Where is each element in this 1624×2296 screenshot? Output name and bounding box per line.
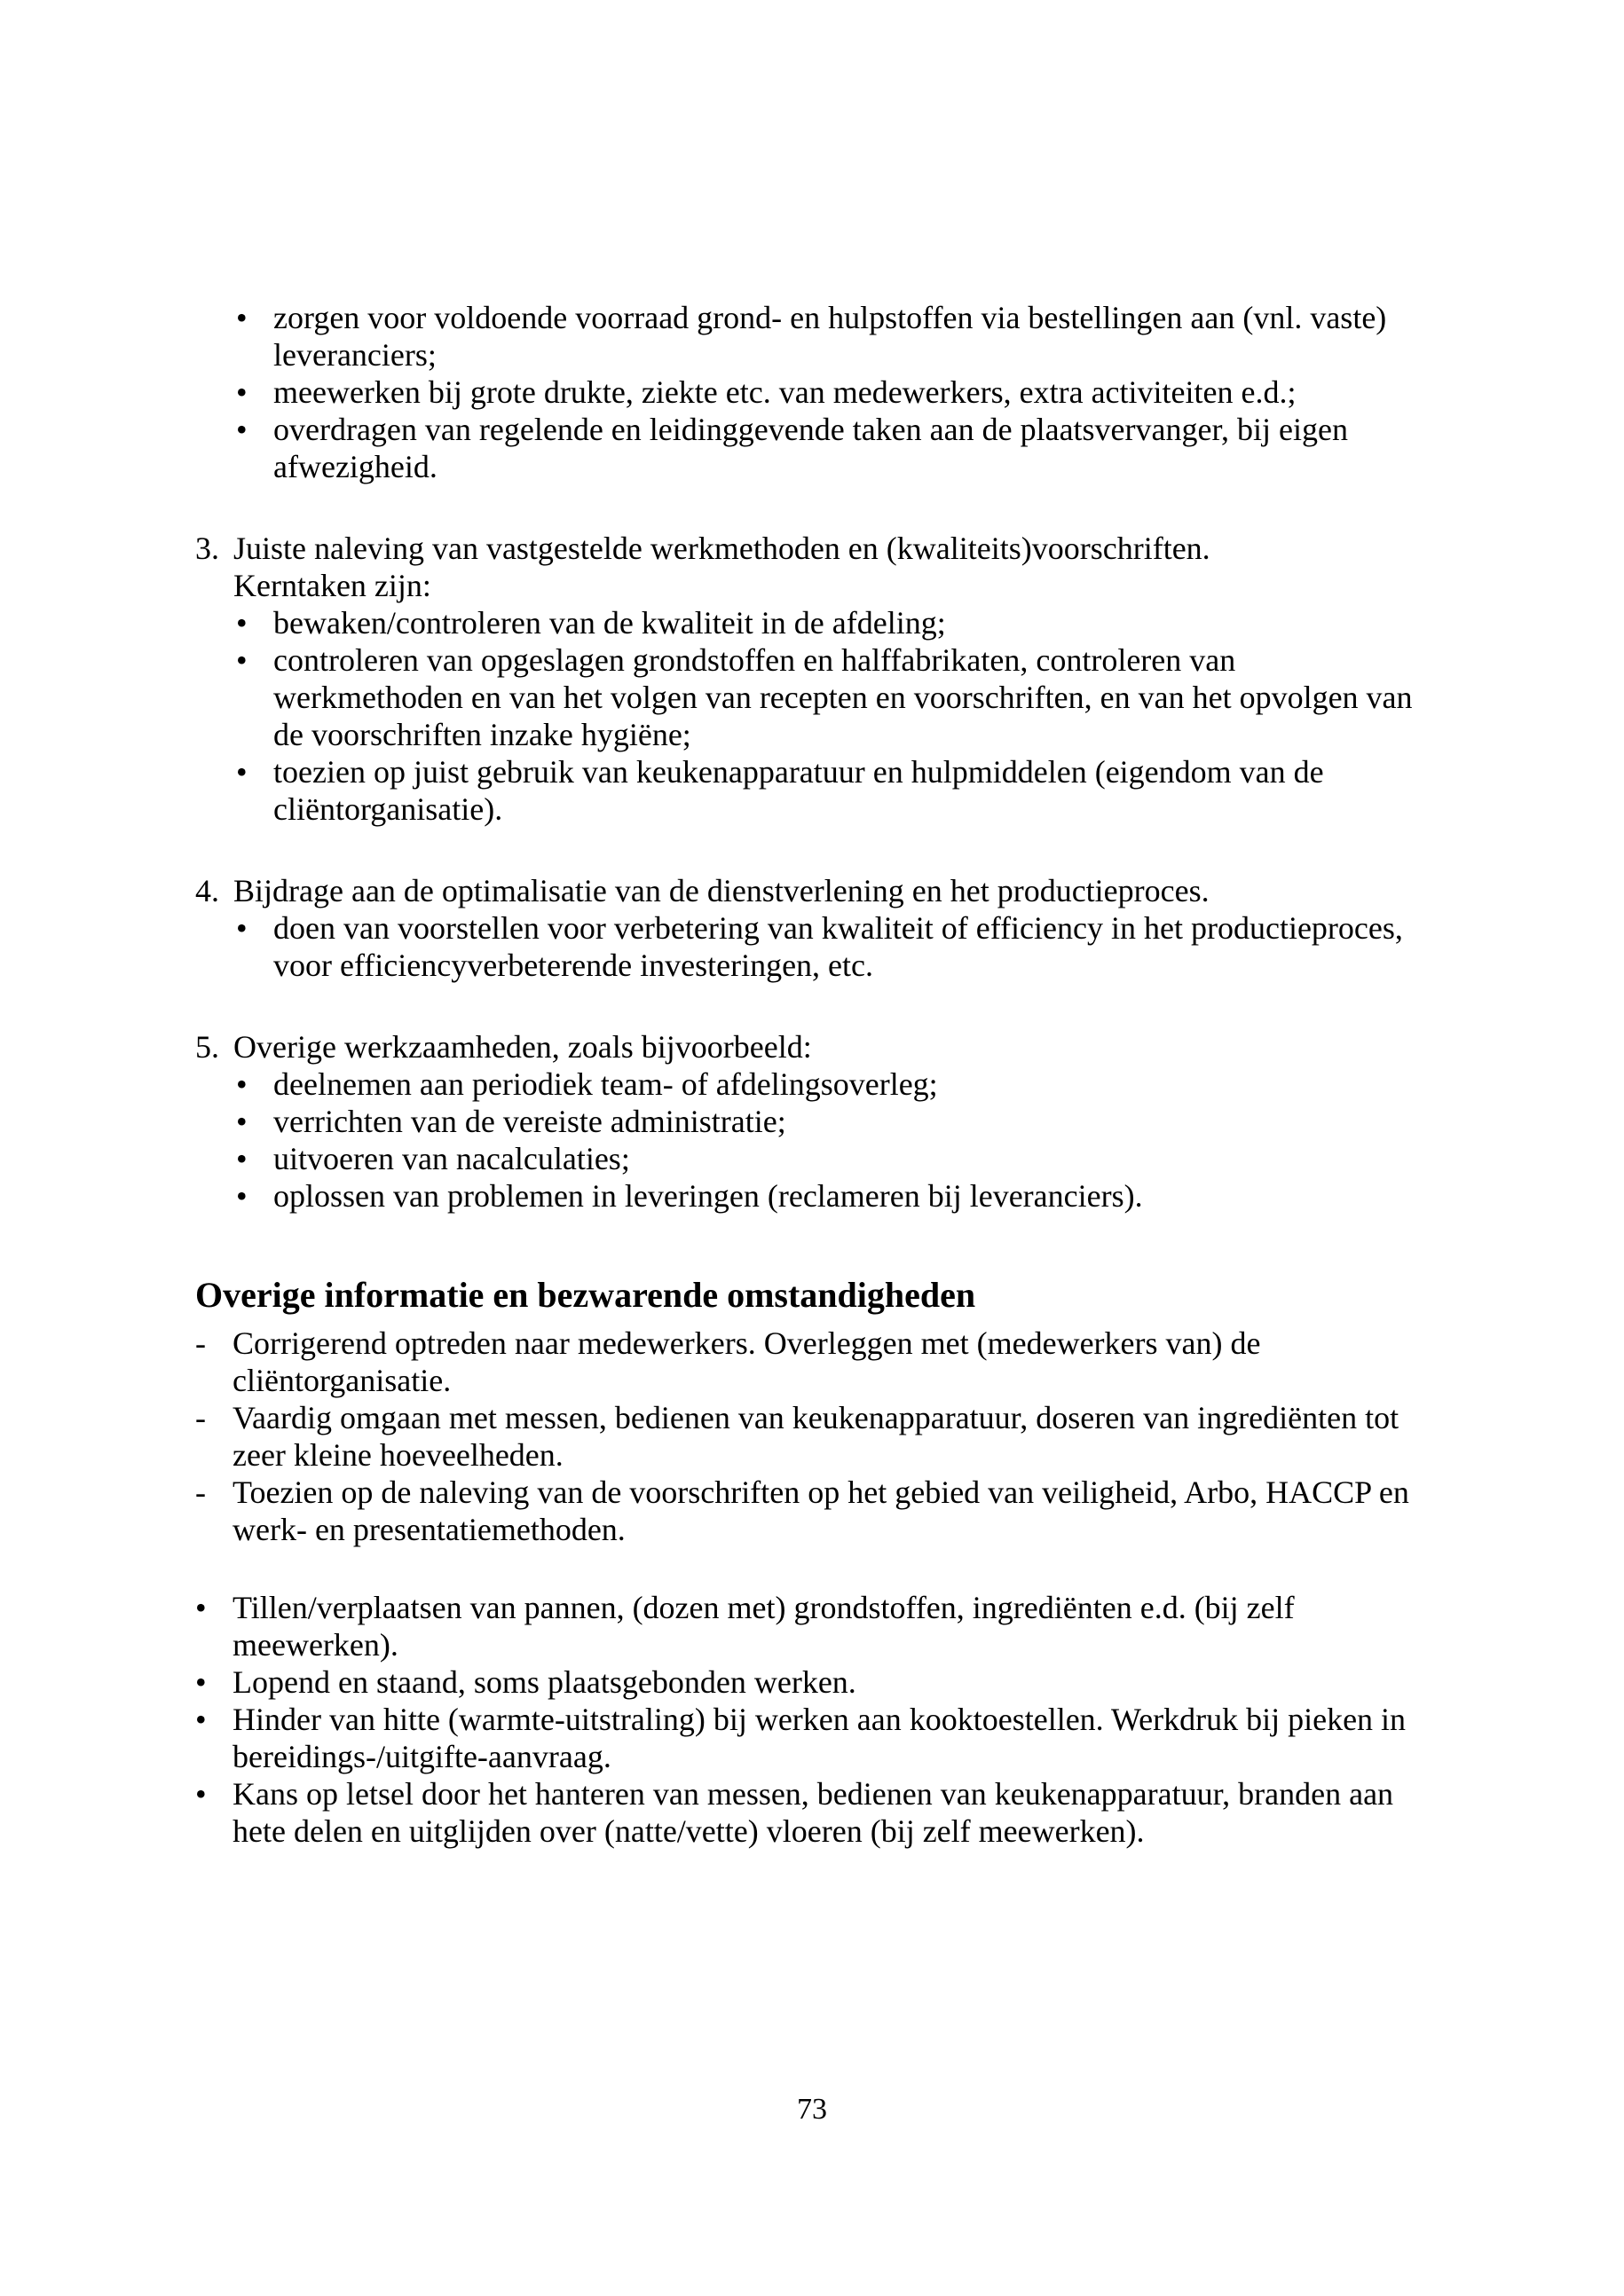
list-item-text: verrichten van de vereiste administratie; [273, 1104, 786, 1139]
bullet-marker: • [236, 1141, 248, 1176]
numbered-item-title-line [195, 1028, 1431, 1065]
list-item-text: controleren van opgeslagen grondstoffen en halffabrikaten, controleren van werkmethoden en van het volgen van recepten en voorschriften, en van het opvolgen van de voorschriften inzake hygiëne; [273, 642, 1413, 752]
bullet-marker: • [236, 754, 248, 790]
item-subtitle: Kerntaken zijn: [233, 568, 431, 603]
list-item [195, 1103, 1431, 1140]
bullet-marker: • [236, 1104, 248, 1139]
dash-list [195, 1325, 1431, 1548]
spacer [195, 828, 1431, 872]
bullet-marker: • [236, 300, 248, 335]
list-item [195, 1140, 1431, 1177]
list-item-text: overdragen van regelende en leidinggevende taken aan de plaatsvervanger, bij eigen afwezigheid. [273, 412, 1348, 484]
list-item-text: doen van voorstellen voor verbetering van kwaliteit of efficiency in het productieproces, voor efficiencyverbeterende investeringen, etc. [273, 910, 1403, 983]
list-item-text: zorgen voor voldoende voorraad grond- en hulpstoffen via bestellingen aan (vnl. vaste) leveranciers; [273, 300, 1387, 373]
list-item-text: bewaken/controleren van de kwaliteit in de afdeling; [273, 605, 946, 641]
bottom-bullet-list [195, 1589, 1431, 1850]
list-item-text: oplossen van problemen in leveringen (reclameren bij leveranciers). [273, 1178, 1143, 1214]
numbered-item-5 [195, 1028, 1431, 1215]
list-item [195, 753, 1431, 828]
item-bullet-list [195, 604, 1431, 828]
list-item [195, 373, 1431, 411]
item-bullet-list [195, 1065, 1431, 1215]
page-number: 73 [797, 2093, 827, 2126]
list-item [195, 1663, 1431, 1701]
item-number: 4. [195, 873, 219, 908]
list-item-text: meewerken bij grote drukte, ziekte etc. van medewerkers, extra activiteiten e.d.; [273, 374, 1297, 410]
list-item [195, 299, 1431, 373]
list-item-text: toezien op juist gebruik van keukenapparatuur en hulpmiddelen (eigendom van de cliëntorganisatie). [273, 754, 1324, 827]
list-item-text: Lopend en staand, soms plaatsgebonden werken. [233, 1664, 856, 1700]
numbered-item-4 [195, 872, 1431, 984]
document-content [195, 299, 1431, 1850]
bullet-marker: • [236, 412, 248, 447]
bullet-marker: • [195, 1590, 207, 1625]
list-item [195, 1589, 1431, 1663]
intro-bullet-list [195, 299, 1431, 485]
list-item [195, 1065, 1431, 1103]
spacer [195, 1548, 1431, 1589]
list-item-text: Kans op letsel door het hanteren van messen, bedienen van keukenapparatuur, branden aan hete delen en uitglijden over (natte/vette) vloeren (bij zelf meewerken). [233, 1776, 1394, 1849]
dash-marker: - [195, 1474, 206, 1510]
list-item [195, 1177, 1431, 1215]
bullet-marker: • [195, 1702, 207, 1737]
list-item-text: Corrigerend optreden naar medewerkers. Overleggen met (medewerkers van) de cliëntorganisatie. [233, 1325, 1261, 1398]
item-title: Juiste naleving van vastgestelde werkmethoden en (kwaliteits)voorschriften. [233, 531, 1210, 566]
bullet-marker: • [236, 1066, 248, 1102]
bullet-marker: • [236, 910, 248, 946]
list-item-text: deelnemen aan periodiek team- of afdelingsoverleg; [273, 1066, 938, 1102]
item-number: 5. [195, 1029, 219, 1065]
list-item-text: Toezien op de naleving van de voorschriften op het gebied van veiligheid, Arbo, HACCP en werk- en presentatiemethoden. [233, 1474, 1409, 1547]
bullet-marker: • [236, 374, 248, 410]
list-item [195, 1701, 1431, 1775]
spacer [195, 1215, 1431, 1273]
bullet-marker: • [236, 1178, 248, 1214]
spacer [195, 485, 1431, 530]
bullet-marker: • [236, 642, 248, 678]
bullet-marker: • [195, 1776, 207, 1812]
list-item [195, 411, 1431, 485]
list-item [195, 1775, 1431, 1850]
list-item-text: Hinder van hitte (warmte-uitstraling) bij werken aan kooktoestellen. Werkdruk bij pieken in bereidings-/uitgifte-aanvraag. [233, 1702, 1407, 1774]
item-title: Overige werkzaamheden, zoals bijvoorbeeld: [233, 1029, 812, 1065]
item-title: Bijdrage aan de optimalisatie van de dienstverlening en het productieproces. [233, 873, 1210, 908]
dash-marker: - [195, 1325, 206, 1361]
list-item [195, 1325, 1431, 1399]
dash-marker: - [195, 1400, 206, 1435]
numbered-item-title-line [195, 872, 1431, 909]
list-item [195, 909, 1431, 984]
item-bullet-list [195, 909, 1431, 984]
list-item [195, 1474, 1431, 1548]
list-item [195, 1399, 1431, 1474]
bullet-marker: • [195, 1664, 207, 1700]
list-item-text: Vaardig omgaan met messen, bedienen van keukenapparatuur, doseren van ingrediënten tot zeer kleine hoeveelheden. [233, 1400, 1399, 1473]
list-item-text: uitvoeren van nacalculaties; [273, 1141, 630, 1176]
item-number: 3. [195, 531, 219, 566]
section-heading: Overige informatie en bezwarende omstandigheden [195, 1275, 976, 1315]
numbered-item-title-line [195, 530, 1431, 567]
spacer [195, 984, 1431, 1028]
list-item [195, 641, 1431, 753]
list-item-text: Tillen/verplaatsen van pannen, (dozen met) grondstoffen, ingrediënten e.d. (bij zelf meewerken). [233, 1590, 1295, 1663]
list-item [195, 604, 1431, 641]
numbered-item-3 [195, 530, 1431, 828]
bullet-marker: • [236, 605, 248, 641]
